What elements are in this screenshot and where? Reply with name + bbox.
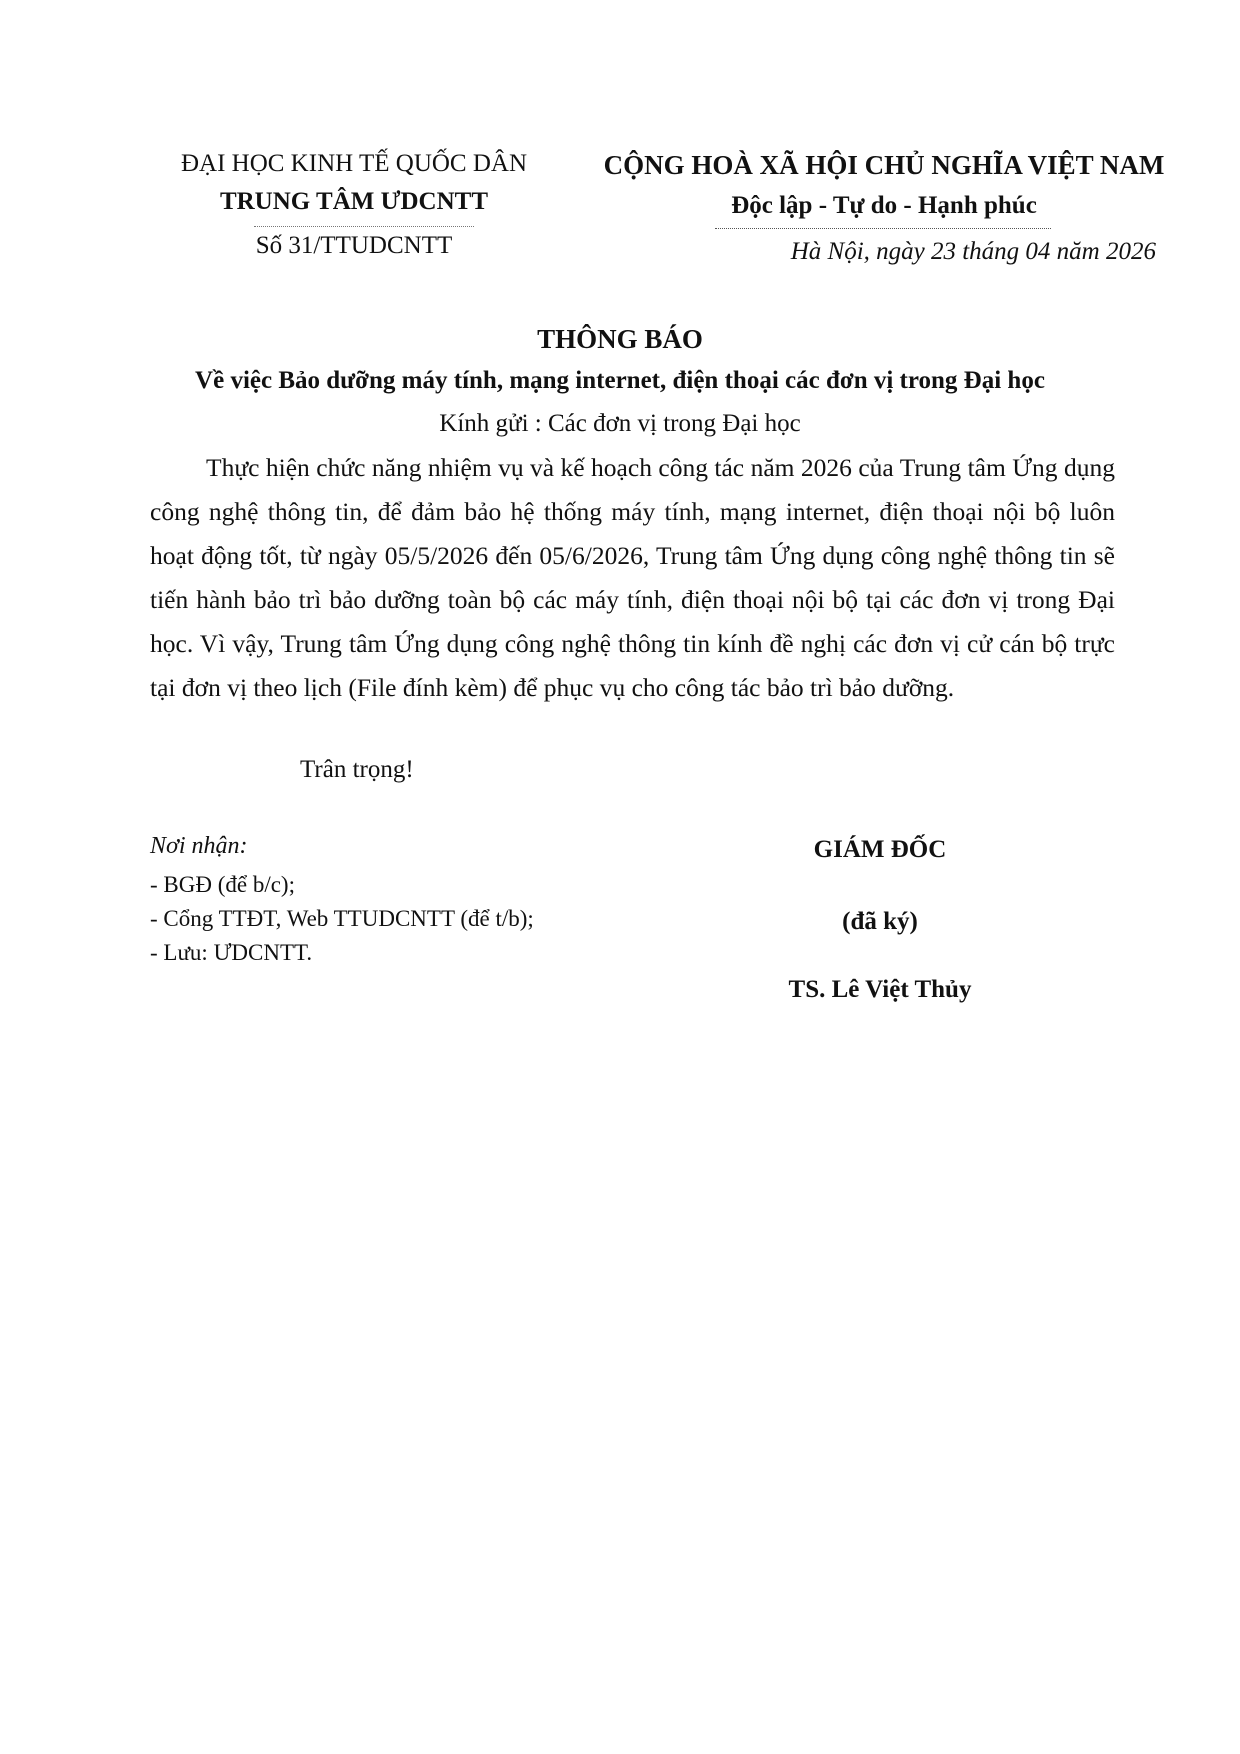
org-underline-divider (254, 226, 474, 227)
place-and-date: Hà Nội, ngày 23 tháng 04 năm 2026 (790, 238, 1156, 265)
addressee-line: Kính gửi : Các đơn vị trong Đại học (439, 410, 801, 437)
document-title: THÔNG BÁO (537, 324, 703, 354)
recipient-item: - BGĐ (để b/c); (150, 872, 295, 897)
signature-status: (đã ký) (842, 908, 918, 935)
motto-underline-divider (715, 228, 1051, 229)
issuing-unit: TRUNG TÂM ƯDCNTT (219, 188, 489, 215)
notice-body: Thực hiện chức năng nhiệm vụ và kế hoạch công tác năm 2026 của Trung tâm Ứng dụng công nghệ thông tin, để đảm bảo hệ thống máy tính, mạng internet, điện thoại nội bộ luôn hoạt động tốt, từ ngày 05/5/2026 đến 05/6/2026, Trung tâm Ứng dụng công nghệ thông tin sẽ tiến hành bảo trì bảo dưỡng toàn bộ các máy tính, điện thoại nội bộ tại các đơn vị trong Đại học. Vì vậy, Trung tâm Ứng dụng công nghệ thông tin kính đề nghị các đơn vị cử cán bộ trực tại đơn vị theo lịch (File đính kèm) để phục vụ cho công tác bảo trì bảo dưỡng. (150, 453, 1115, 702)
national-title: CỘNG HOÀ XÃ HỘI CHỦ NGHĨA VIỆT NAM (603, 150, 1165, 180)
document-number: Số 31/TTUDCNTT (255, 232, 453, 259)
national-motto: Độc lập - Tự do - Hạnh phúc (731, 192, 1037, 219)
recipient-item: - Lưu: ƯDCNTT. (150, 940, 313, 965)
signer-name: TS. Lê Việt Thủy (788, 976, 972, 1003)
recipient-item: - Cổng TTĐT, Web TTUDCNTT (để t/b); (150, 906, 534, 931)
recipients-heading: Nơi nhận: (150, 833, 248, 859)
issuing-organization: ĐẠI HỌC KINH TẾ QUỐC DÂN (180, 150, 528, 177)
closing-salutation: Trân trọng! (300, 756, 414, 783)
document-subject: Về việc Bảo dưỡng máy tính, mạng internet, điện thoại các đơn vị trong Đại học (195, 367, 1045, 394)
signer-role: GIÁM ĐỐC (813, 836, 947, 863)
